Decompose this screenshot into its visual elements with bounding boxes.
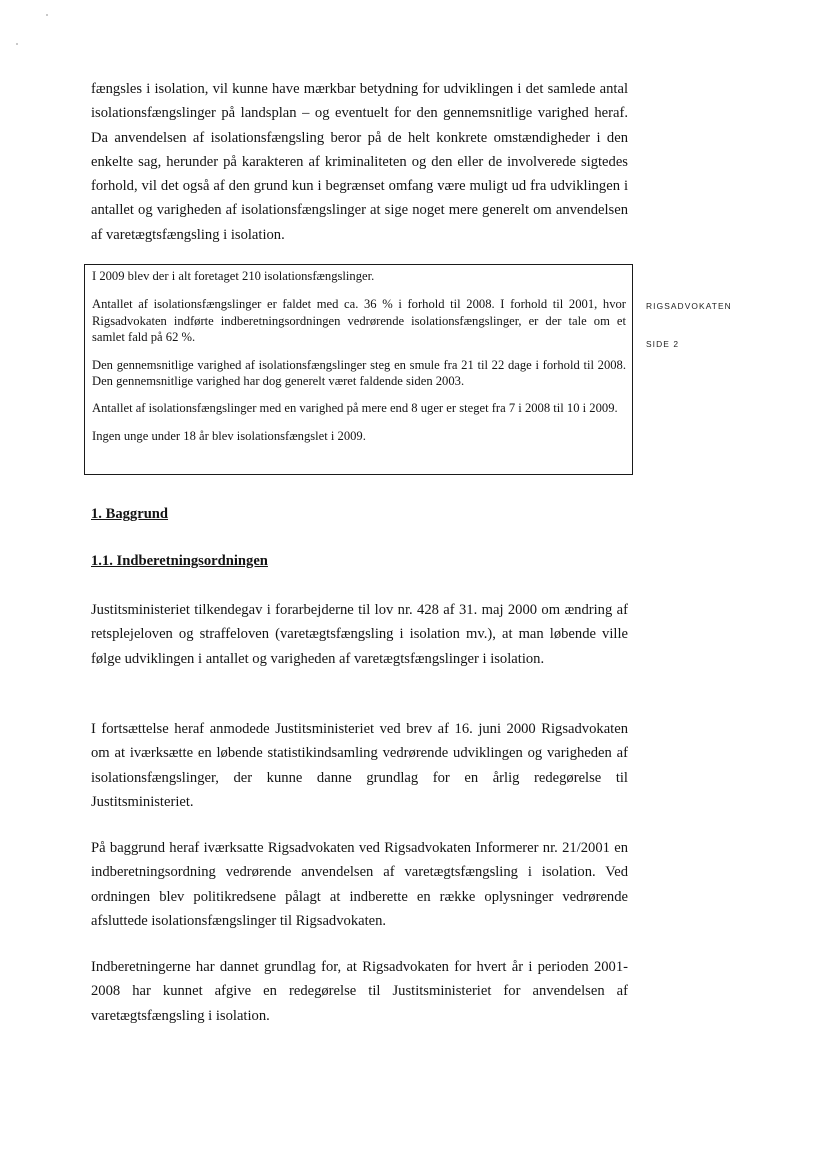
body-paragraph: Justitsministeriet tilkendegav i forarbejderne til lov nr. 428 af 31. maj 2000 om ændring af retsplejeloven og straffeloven (varetægtsfængsling i isolation mv.), at man løbende ville følge udviklingen i antallet og varigheden af varetægtsfængslinger i isolation. <box>91 602 628 667</box>
scan-speck <box>16 43 18 45</box>
summary-item: Ingen unge under 18 år blev isolationsfængslet i 2009. <box>92 428 366 443</box>
body-paragraph: Indberetningerne har dannet grundlag for, at Rigsadvokaten for hvert år i perioden 2001-2008 har kunnet afgive en redegørelse til Justitsministeriet for anvendelsen af varetægtsfængsling i isolation. <box>91 959 628 1024</box>
summary-item: I 2009 blev der i alt foretaget 210 isolationsfængslinger. <box>92 269 375 283</box>
sidebar-page-number: SIDE 2 <box>646 339 680 349</box>
intro-paragraph: fængsles i isolation, vil kunne have mærkbar betydning for udviklingen i det samlede antal isolationsfængslinger på landsplan – og eventuelt for den gennemsnitlige varighed heraf. Da anvendelsen af isolationsfængsling beror på de helt konkrete omstændigheder i den enkelte sag, herunder på karakteren af kriminaliteten og den eller de involverede sigtedes forhold, vil det også af den grund kun i begrænset omfang være muligt ud fra udviklingen i antallet og varigheden af isolationsfængslinger at sige noget mere generelt om anvendelsen af varetægtsfængsling i isolation. <box>91 81 628 243</box>
body-paragraph: I fortsættelse heraf anmodede Justitsministeriet ved brev af 16. juni 2000 Rigsadvokaten om at iværksætte en løbende statistikindsamling vedrørende udviklingen og varigheden af isolationsfængslinger, der kunne danne grundlag for en årlig redegørelse til Justitsministeriet. <box>91 721 628 810</box>
section-subheading: 1.1. Indberetningsordningen <box>91 553 268 569</box>
scan-speck <box>46 14 48 16</box>
summary-item: Antallet af isolationsfængslinger med en varighed på mere end 8 uger er steget fra 7 i 2008 til 10 i 2009. <box>92 401 618 416</box>
sidebar-organization: RIGSADVOKATEN <box>646 301 732 311</box>
body-paragraph: På baggrund heraf iværksatte Rigsadvokaten ved Rigsadvokaten Informerer nr. 21/2001 en indberetningsordning vedrørende anvendelsen af varetægtsfængsling i isolation. Ved ordningen blev politikredsene pålagt at indberette en række oplysninger vedrørende afsluttede isolationsfængslinger til Rigsadvokaten. <box>91 840 628 929</box>
summary-item: Den gennemsnitlige varighed af isolationsfængslinger steg en smule fra 21 til 22 dage i forhold til 2008. Den gennemsnitlige varighed har dog generelt været faldende siden 2003. <box>92 357 626 389</box>
summary-box <box>84 264 633 475</box>
section-heading: 1. Baggrund <box>91 506 169 522</box>
summary-item: Antallet af isolationsfængslinger er faldet med ca. 36 % i forhold til 2008. I forhold til 2001, hvor Rigsadvokaten indførte indberetningsordningen vedrørende isolationsfængslinger, er der tale om et samlet fald på 62 %. <box>92 297 626 345</box>
